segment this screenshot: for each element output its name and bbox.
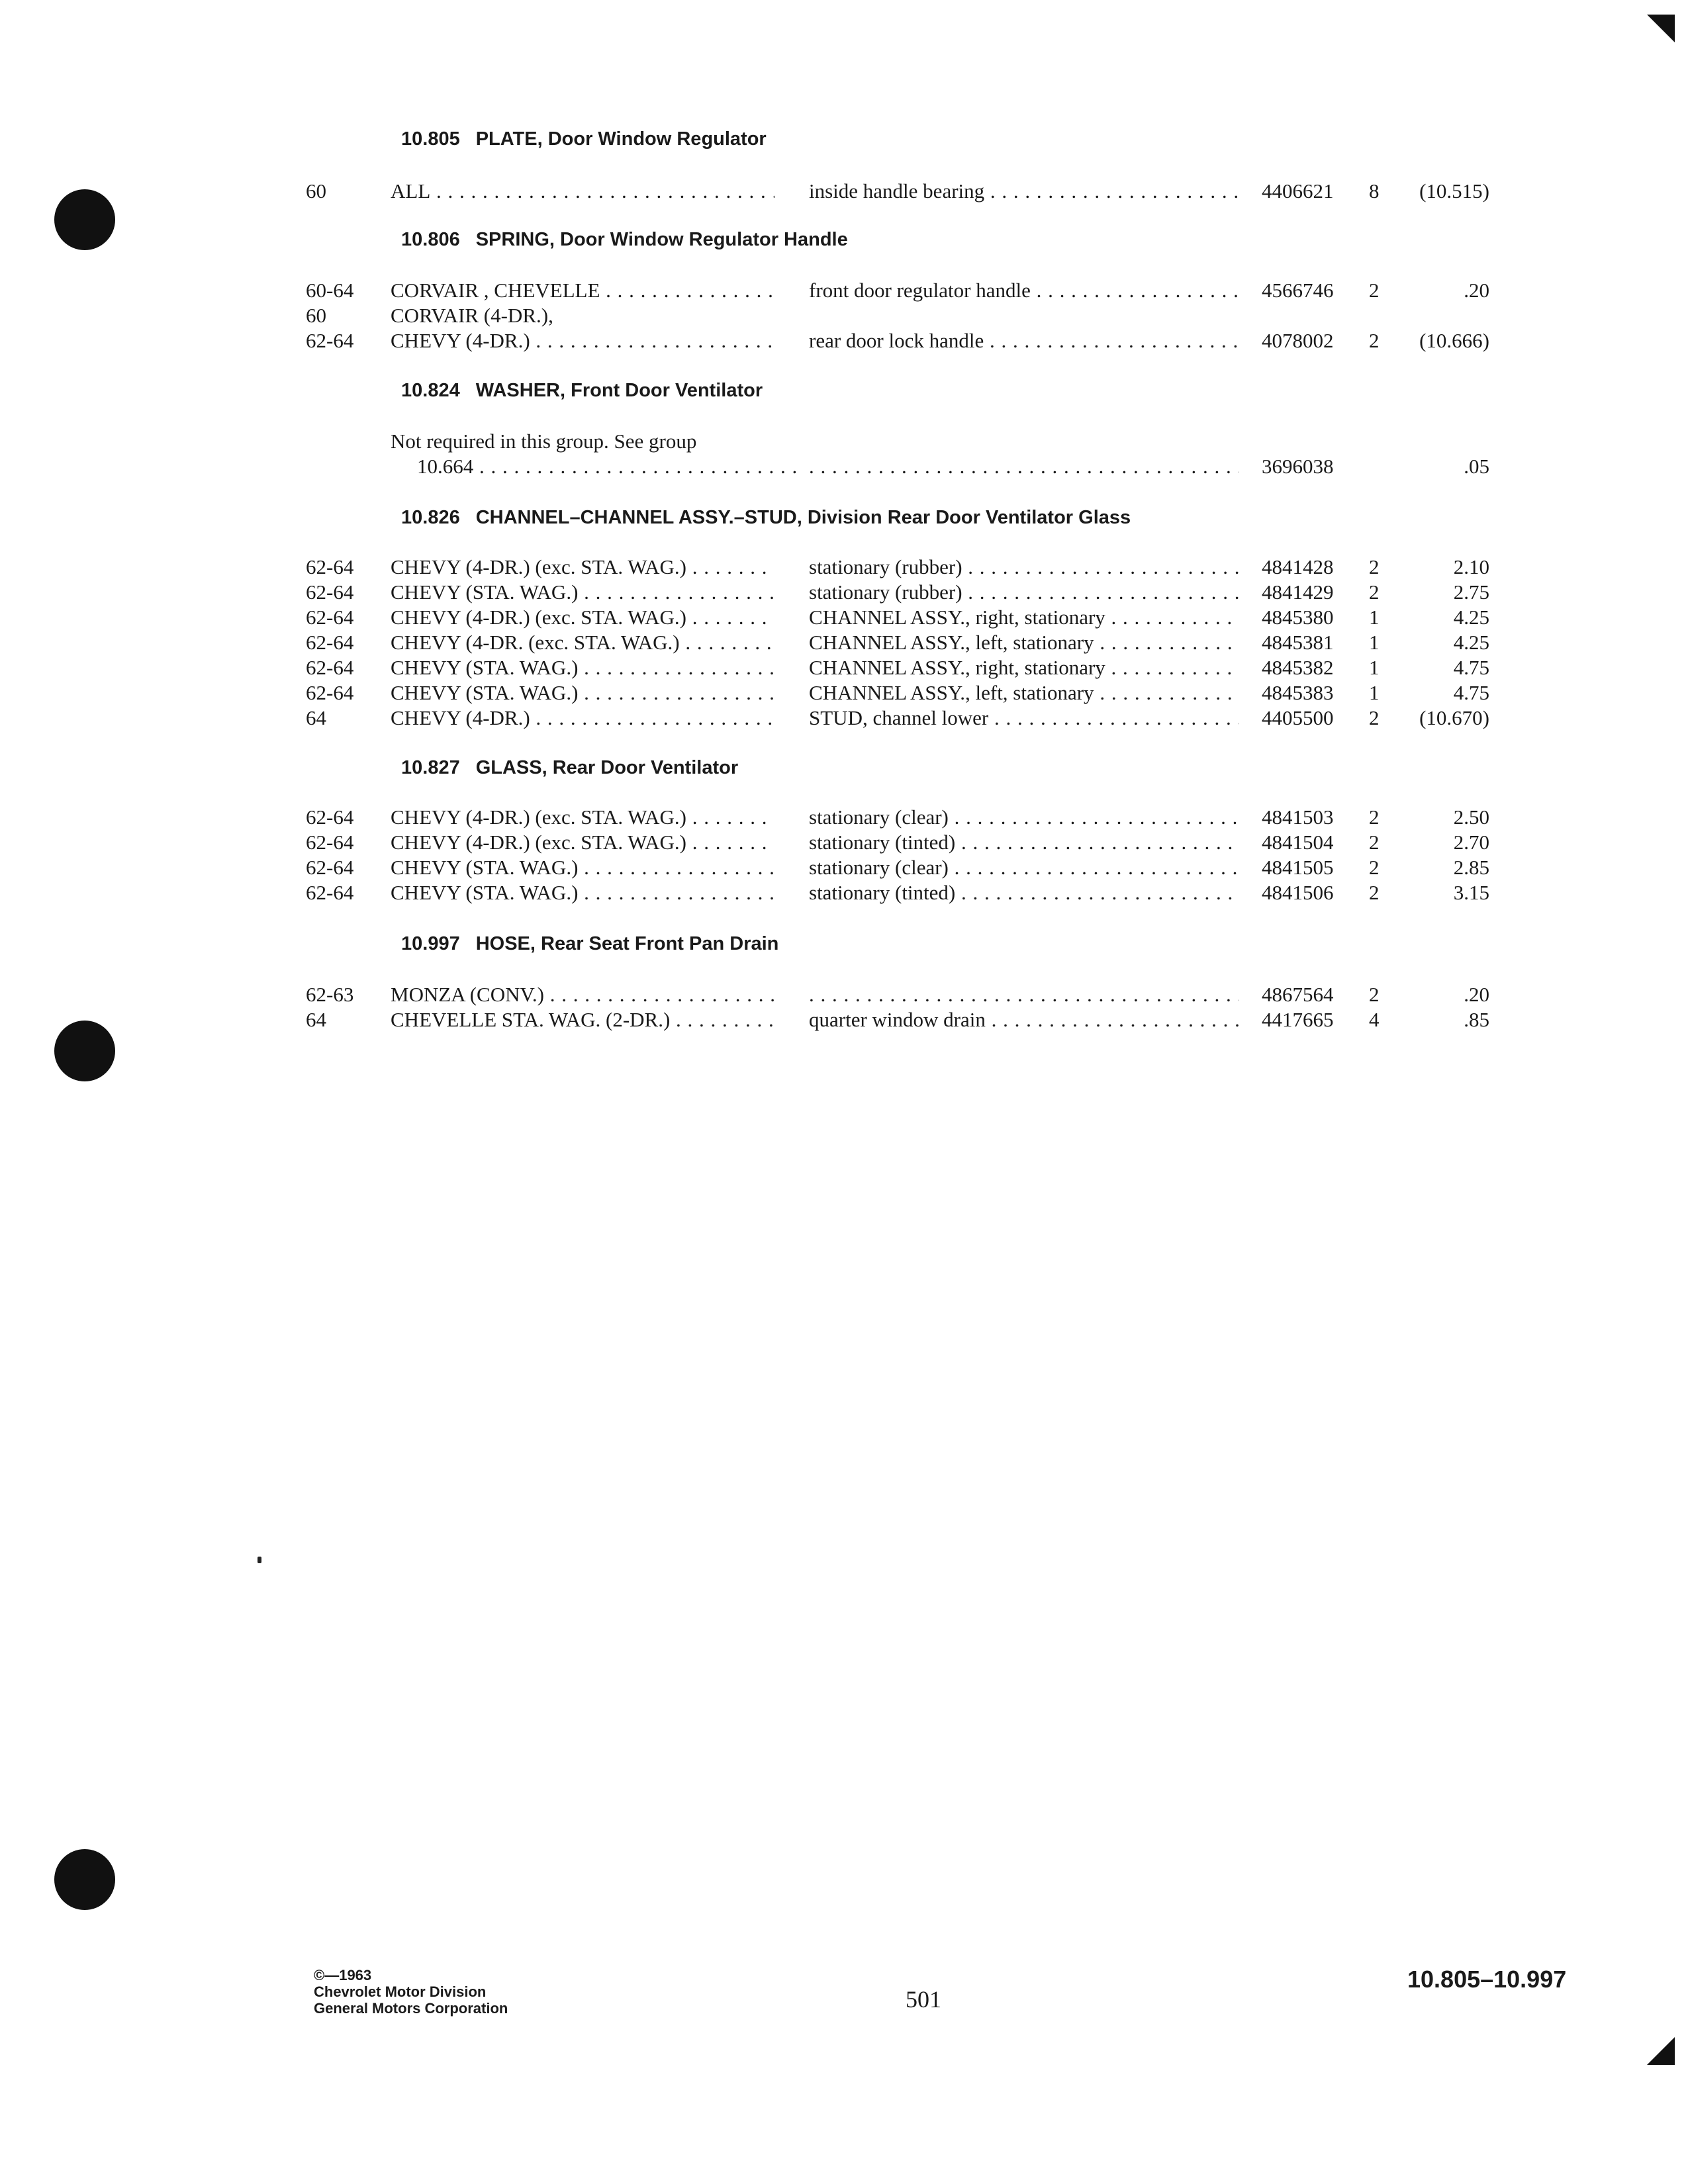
price-text: 4.75: [1453, 656, 1489, 679]
cell-qty: [1369, 278, 1395, 303]
part-text: 4841429: [1262, 580, 1334, 604]
parts-row: [0, 655, 1688, 680]
cell-desc: [809, 1007, 1239, 1032]
cell-part: [1262, 555, 1361, 580]
cell-qty: [1369, 680, 1395, 705]
price-text: (10.515): [1419, 179, 1489, 203]
parts-row: [0, 429, 1688, 454]
group-header: [401, 377, 763, 404]
cell-desc: [809, 179, 1239, 204]
cell-desc: [809, 855, 1239, 880]
scan-speck: [258, 1557, 261, 1563]
desc-text: inside handle bearing: [809, 179, 985, 203]
cell-year: [306, 303, 379, 328]
price-text: .85: [1464, 1008, 1489, 1031]
part-text: 4867564: [1262, 983, 1334, 1006]
cell-desc: [809, 328, 1239, 353]
group-number: 10.827: [401, 757, 460, 778]
model-text: ALL: [391, 179, 431, 203]
part-text: 4841505: [1262, 856, 1334, 879]
price-text: 2.70: [1453, 831, 1489, 854]
group-number: 10.805: [401, 128, 460, 150]
division-line: Chevrolet Motor Division: [314, 1983, 487, 2000]
cell-price: [1397, 805, 1489, 830]
qty-text: 2: [1369, 831, 1380, 854]
cell-year: [306, 855, 379, 880]
cell-desc: [809, 680, 1239, 705]
part-text: 4845380: [1262, 606, 1334, 629]
corporation-line: General Motors Corporation: [314, 2000, 508, 2017]
desc-text: stationary (clear): [809, 805, 949, 829]
cell-part: [1262, 605, 1361, 630]
parts-row: [0, 705, 1688, 731]
desc-text: quarter window drain: [809, 1008, 986, 1031]
parts-row: [0, 555, 1688, 580]
model-text: CHEVY (4-DR.) (exc. STA. WAG.): [391, 606, 686, 629]
cell-part: [1262, 179, 1361, 204]
part-text: 4841503: [1262, 805, 1334, 829]
part-text: 4405500: [1262, 706, 1334, 729]
cell-part: [1262, 805, 1361, 830]
qty-text: 8: [1369, 179, 1380, 203]
cell-part: [1262, 454, 1361, 479]
desc-text: rear door lock handle: [809, 329, 984, 352]
cell-model: [391, 982, 774, 1007]
cell-model: [391, 278, 774, 303]
qty-text: 2: [1369, 856, 1380, 879]
parts-row: [0, 179, 1688, 204]
cell-price: [1397, 278, 1489, 303]
cell-qty: [1369, 1007, 1395, 1032]
cell-price: [1397, 630, 1489, 655]
cell-price: [1397, 555, 1489, 580]
year-text: 60-64: [306, 279, 354, 302]
parts-row: [0, 605, 1688, 630]
parts-row: [0, 303, 1688, 328]
part-text: 4845381: [1262, 631, 1334, 654]
year-text: 62-64: [306, 831, 354, 854]
part-text: 4417665: [1262, 1008, 1334, 1031]
parts-row: [0, 328, 1688, 353]
group-title: CHANNEL–CHANNEL ASSY.–STUD, Division Rear Door Ventilator Glass: [475, 507, 1131, 528]
price-text: 4.25: [1453, 631, 1489, 654]
desc-text: stationary (clear): [809, 856, 949, 879]
cell-year: [306, 179, 379, 204]
cell-price: [1397, 605, 1489, 630]
cell-model: [391, 705, 774, 731]
model-text: MONZA (CONV.): [391, 983, 544, 1006]
desc-text: stationary (rubber): [809, 555, 962, 578]
cell-year: [306, 630, 379, 655]
cell-price: [1397, 982, 1489, 1007]
cell-year: [306, 278, 379, 303]
parts-row: [0, 855, 1688, 880]
cell-qty: [1369, 328, 1395, 353]
group-range: 10.805–10.997: [1407, 1966, 1567, 1993]
cell-part: [1262, 580, 1361, 605]
parts-row: [0, 982, 1688, 1007]
part-text: 4078002: [1262, 329, 1334, 352]
cell-part: [1262, 705, 1361, 731]
cell-qty: [1369, 605, 1395, 630]
cell-desc: [809, 454, 1239, 479]
cell-model: [391, 429, 814, 454]
cell-qty: [1369, 630, 1395, 655]
group-number: 10.806: [401, 229, 460, 250]
price-text: 4.25: [1453, 606, 1489, 629]
model-text: CHEVY (STA. WAG.): [391, 656, 579, 679]
part-text: 4845382: [1262, 656, 1334, 679]
year-text: 62-63: [306, 983, 354, 1006]
cell-price: [1397, 705, 1489, 731]
qty-text: 1: [1369, 656, 1380, 679]
cell-year: [306, 805, 379, 830]
part-text: 4406621: [1262, 179, 1334, 203]
cell-year: [306, 830, 379, 855]
desc-text: CHANNEL ASSY., right, stationary: [809, 656, 1105, 679]
desc-text: stationary (tinted): [809, 831, 956, 854]
year-text: 62-64: [306, 329, 354, 352]
cell-model: [391, 555, 774, 580]
model-text: CHEVY (STA. WAG.): [391, 856, 579, 879]
cell-model: [391, 630, 774, 655]
qty-text: 2: [1369, 329, 1380, 352]
cell-qty: [1369, 655, 1395, 680]
cell-desc: [809, 580, 1239, 605]
year-text: 62-64: [306, 856, 354, 879]
cell-price: [1397, 580, 1489, 605]
cell-price: [1397, 655, 1489, 680]
qty-text: 1: [1369, 606, 1380, 629]
cell-desc: [809, 830, 1239, 855]
cell-model: [391, 328, 774, 353]
model-text: CHEVY (4-DR.) (exc. STA. WAG.): [391, 831, 686, 854]
group-header: [401, 754, 738, 781]
cell-qty: [1369, 580, 1395, 605]
qty-text: 2: [1369, 881, 1380, 904]
parts-row: [0, 630, 1688, 655]
copyright-block: [314, 1967, 508, 2017]
cell-year: [306, 655, 379, 680]
year-text: 60: [306, 304, 326, 327]
cell-model: [391, 855, 774, 880]
year-text: 62-64: [306, 580, 354, 604]
cell-price: [1397, 830, 1489, 855]
cell-part: [1262, 328, 1361, 353]
parts-row: [0, 805, 1688, 830]
desc-text: stationary (tinted): [809, 881, 956, 904]
desc-text: CHANNEL ASSY., right, stationary: [809, 606, 1105, 629]
group-title: PLATE, Door Window Regulator: [475, 128, 767, 150]
qty-text: 1: [1369, 631, 1380, 654]
cell-qty: [1369, 555, 1395, 580]
desc-text: CHANNEL ASSY., left, stationary: [809, 631, 1094, 654]
cell-model: [391, 805, 774, 830]
cell-desc: [809, 982, 1239, 1007]
cell-part: [1262, 680, 1361, 705]
model-text: CHEVY (4-DR.) (exc. STA. WAG.): [391, 805, 686, 829]
cell-price: [1397, 179, 1489, 204]
year-text: 62-64: [306, 555, 354, 578]
part-text: 4841506: [1262, 881, 1334, 904]
year-text: 62-64: [306, 631, 354, 654]
cell-year: [306, 555, 379, 580]
year-text: 62-64: [306, 656, 354, 679]
price-text: 3.15: [1453, 881, 1489, 904]
model-text: CORVAIR , CHEVELLE: [391, 279, 600, 302]
cell-year: [306, 982, 379, 1007]
cell-model: [391, 303, 774, 328]
year-text: 62-64: [306, 881, 354, 904]
qty-text: 4: [1369, 1008, 1380, 1031]
qty-text: 2: [1369, 580, 1380, 604]
cell-qty: [1369, 830, 1395, 855]
cell-model: [391, 580, 774, 605]
parts-row: [0, 580, 1688, 605]
cell-desc: [809, 630, 1239, 655]
cell-model: [391, 179, 774, 204]
parts-row: [0, 1007, 1688, 1032]
price-text: 2.75: [1453, 580, 1489, 604]
price-text: 2.50: [1453, 805, 1489, 829]
model-text: CHEVY (STA. WAG.): [391, 681, 579, 704]
cell-part: [1262, 830, 1361, 855]
group-header: [401, 931, 778, 957]
cell-desc: [809, 655, 1239, 680]
qty-text: 2: [1369, 706, 1380, 729]
cell-part: [1262, 855, 1361, 880]
qty-text: 2: [1369, 279, 1380, 302]
cell-part: [1262, 982, 1361, 1007]
cell-price: [1397, 680, 1489, 705]
cell-model: [391, 880, 774, 905]
cell-desc: [809, 705, 1239, 731]
price-text: .05: [1464, 455, 1489, 478]
model-text: CHEVY (4-DR.) (exc. STA. WAG.): [391, 555, 686, 578]
cell-qty: [1369, 705, 1395, 731]
qty-text: 2: [1369, 805, 1380, 829]
cell-price: [1397, 1007, 1489, 1032]
cell-desc: [809, 880, 1239, 905]
price-text: .20: [1464, 279, 1489, 302]
group-header: [401, 126, 767, 152]
parts-row: [0, 278, 1688, 303]
part-text: 4841428: [1262, 555, 1334, 578]
cell-desc: [809, 805, 1239, 830]
cell-part: [1262, 1007, 1361, 1032]
cell-price: [1397, 454, 1489, 479]
cell-model: [391, 655, 774, 680]
desc-text: stationary (rubber): [809, 580, 962, 604]
cell-desc: [809, 555, 1239, 580]
parts-row: [0, 454, 1688, 479]
price-text: .20: [1464, 983, 1489, 1006]
model-text: CHEVY (4-DR.): [391, 706, 530, 729]
model-text: CHEVY (4-DR. (exc. STA. WAG.): [391, 631, 680, 654]
group-number: 10.997: [401, 933, 460, 954]
cell-year: [306, 705, 379, 731]
group-number: 10.824: [401, 380, 460, 401]
cell-part: [1262, 655, 1361, 680]
group-header: [401, 226, 848, 253]
cell-qty: [1369, 982, 1395, 1007]
model-text: CHEVELLE STA. WAG. (2-DR.): [391, 1008, 671, 1031]
qty-text: 1: [1369, 681, 1380, 704]
cell-qty: [1369, 805, 1395, 830]
year-text: 64: [306, 1008, 326, 1031]
cell-year: [306, 880, 379, 905]
model-text: CHEVY (STA. WAG.): [391, 580, 579, 604]
cell-model: [391, 605, 774, 630]
cell-qty: [1369, 855, 1395, 880]
qty-text: 2: [1369, 555, 1380, 578]
corner-mark-bottom-right: [1647, 2037, 1675, 2065]
year-text: 62-64: [306, 681, 354, 704]
cell-qty: [1369, 880, 1395, 905]
binder-hole-bottom: [54, 1849, 115, 1910]
group-title: HOSE, Rear Seat Front Pan Drain: [475, 933, 779, 954]
model-text: Not required in this group. See group: [391, 430, 697, 453]
model-text: 10.664: [417, 455, 474, 478]
cell-year: [306, 328, 379, 353]
model-text: CORVAIR (4-DR.),: [391, 304, 553, 327]
desc-text: CHANNEL ASSY., left, stationary: [809, 681, 1094, 704]
model-text: CHEVY (STA. WAG.): [391, 881, 579, 904]
group-title: WASHER, Front Door Ventilator: [475, 380, 763, 401]
qty-text: 2: [1369, 983, 1380, 1006]
cell-part: [1262, 630, 1361, 655]
price-text: 2.10: [1453, 555, 1489, 578]
desc-text: STUD, channel lower: [809, 706, 989, 729]
group-title: GLASS, Rear Door Ventilator: [475, 757, 739, 778]
group-number: 10.826: [401, 507, 460, 528]
cell-model: [391, 830, 774, 855]
part-text: 4841504: [1262, 831, 1334, 854]
part-text: 3696038: [1262, 455, 1334, 478]
parts-row: [0, 680, 1688, 705]
cell-desc: [809, 278, 1239, 303]
cell-qty: [1369, 179, 1395, 204]
part-text: 4845383: [1262, 681, 1334, 704]
cell-model: [417, 454, 801, 479]
cell-price: [1397, 328, 1489, 353]
parts-row: [0, 880, 1688, 905]
cell-model: [391, 1007, 774, 1032]
year-text: 62-64: [306, 805, 354, 829]
desc-text: front door regulator handle: [809, 279, 1031, 302]
cell-year: [306, 1007, 379, 1032]
group-header: [401, 504, 1131, 531]
price-text: (10.666): [1419, 329, 1489, 352]
price-text: 2.85: [1453, 856, 1489, 879]
model-text: CHEVY (4-DR.): [391, 329, 530, 352]
year-text: 64: [306, 706, 326, 729]
cell-model: [391, 680, 774, 705]
parts-row: [0, 830, 1688, 855]
corner-mark-top-right: [1647, 15, 1675, 42]
group-title: SPRING, Door Window Regulator Handle: [475, 229, 848, 250]
cell-part: [1262, 278, 1361, 303]
price-text: (10.670): [1419, 706, 1489, 729]
price-text: 4.75: [1453, 681, 1489, 704]
part-text: 4566746: [1262, 279, 1334, 302]
cell-price: [1397, 855, 1489, 880]
year-text: 62-64: [306, 606, 354, 629]
cell-year: [306, 580, 379, 605]
page-number: 501: [906, 1986, 941, 2013]
cell-year: [306, 605, 379, 630]
copyright-line: ©—1963: [314, 1967, 372, 1983]
year-text: 60: [306, 179, 326, 203]
cell-part: [1262, 880, 1361, 905]
cell-desc: [809, 605, 1239, 630]
cell-price: [1397, 880, 1489, 905]
cell-year: [306, 680, 379, 705]
